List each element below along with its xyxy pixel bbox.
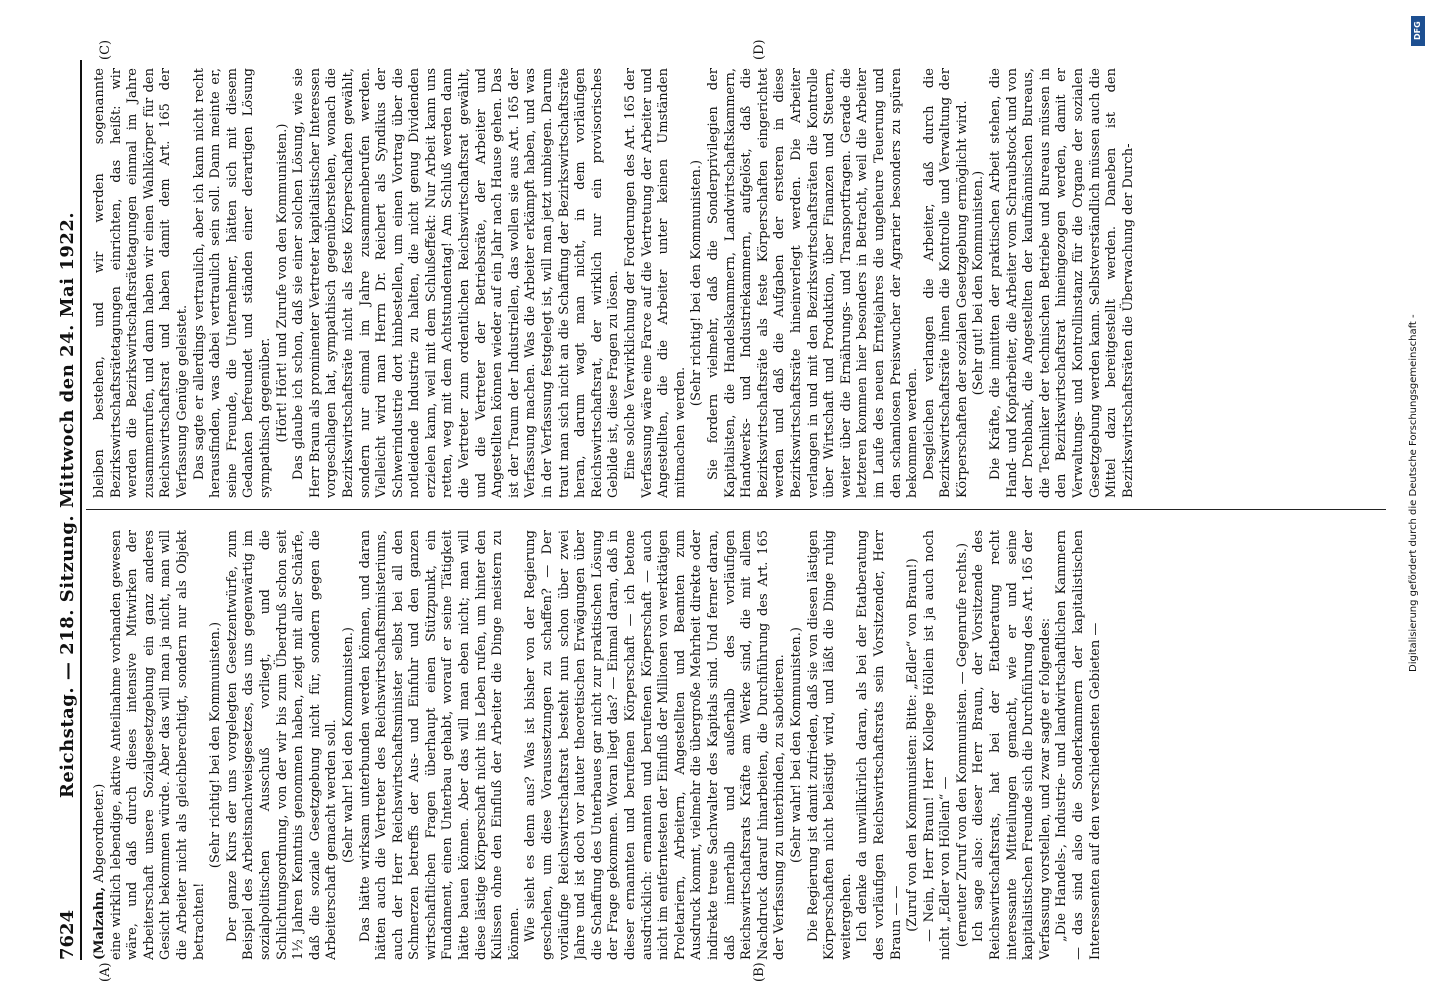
quotation: „Die Handels-, Industrie- und landwirtschaftlichen Kammern — das sind also die Sonderkammern der kapitalistischen Interessenten auf den verschiedensten Gebieten — bbox=[1054, 530, 1103, 960]
interjection: (erneuter Zuruf von den Kommunisten. — Gegenrufe rechts.) bbox=[954, 542, 970, 948]
interjection: (Sehr richtig! bei den Kommunisten.) bbox=[689, 159, 705, 407]
interjection: (Hört! Hört! und Zurufe von den Kommunisten.) bbox=[274, 123, 290, 443]
page-number: 7624 bbox=[57, 909, 78, 960]
funding-strip bbox=[1408, 8, 1428, 992]
speaker-line bbox=[92, 530, 109, 960]
rotated-document-page bbox=[52, 39, 1412, 982]
paragraph: eine wirklich lebendige, aktive Anteilnahme vorhanden gewesen wäre, und daß durch dieses intensive Mitwirken der Arbeiterschaft unsere Sozialgesetzgebung ein ganz anderes Gesicht bekommen würde. Aber das will man ja nicht, man will die Arbeiter nicht als gleichberechtigt, sondern nur als Objekt betrachten! bbox=[108, 530, 207, 960]
margin-letter-b: (B) bbox=[752, 962, 767, 982]
interjection: (Sehr wahr! bei den Kommunisten.) bbox=[340, 627, 356, 863]
funding-note: Digitalisierung gefördert durch die Deutsche Forschungsgemeinschaft - bbox=[1408, 314, 1419, 672]
left-column bbox=[92, 530, 1392, 960]
paragraph: Wie sieht es denn aus? Was ist bisher von der Regierung geschehen, um diese Voraussetzungen zu schaffen? — Der vorläufige Reichswirtschaftsrat besteht nun schon über zwei Jahre und ist doch vor lauter theoretischen Erwägungen über die Schaffung des Unterbaues gar nicht zur praktischen Lösung der Frage gekommen. Woran liegt das? — Einmal daran, daß in dieser ernannten und berufenen Körperschaft — ich betone ausdrücklich: ernannten und berufenen Körperschaft — auch nicht im entferntesten der Einfluß der Millionen von werktätigen Proletariern, Arbeitern, Angestellten und Beamten zum Ausdruck kommt, vielmehr die übergroße Mehrheit direkte oder indirekte treue Sachwalter des Kapitals sind. Und ferner daran, daß innerhalb und außerhalb des vorläufigen Reichswirtschaftsrats Kräfte am Werke sind, die mit allem Nachdruck darauf hinarbeiten, die Durchführung des Art. 165 der Verfassung zu unterbinden, zu sabotieren. bbox=[523, 530, 788, 960]
column-divider bbox=[86, 509, 1386, 510]
margin-letter-c: (C) bbox=[98, 39, 113, 60]
paragraph: — Nein, Herr Braun! Herr Kollege Höllein ist ja auch noch nicht „Edler von Höllein“ — bbox=[921, 530, 954, 960]
interjection: (Sehr richtig! bei den Kommunisten.) bbox=[208, 621, 224, 869]
dfg-logo: DFG bbox=[1411, 16, 1425, 46]
paragraph: Das sagte er allerdings vertraulich, aber ich kann nicht recht herausfinden, was dabei vertraulich sein soll. Dann meinte er, seine Freunde, die Unternehmer, hätten sich mit diesem Gedanken befreundet und ständen einer derartigen Lösung sympathisch gegenüber. bbox=[191, 68, 273, 498]
paragraph: Die Regierung ist damit zufrieden, daß sie von diesen lästigen Körperschaften nicht belästigt wird, und läßt die Dinge ruhig weitergehen. bbox=[805, 530, 854, 960]
right-column bbox=[92, 68, 1392, 498]
paragraph: Das glaube ich schon, daß sie einer solchen Lösung, wie sie Herr Braun als prominenter Vertreter kapitalistischer Interessen vorgeschlagen hat, sympathisch gegenüberstehen, wonach die Bezirkswirtschaftsräte nicht als feste Körperschaften gewählt, sondern nur einmal im Jahre zusammenberufen werden. Vielleicht wird man Herrn Dr. Reichert als Syndikus der Schwerindustrie dort hinbestellen, um einen Vortrag über die notleidende Industrie zu halten, die nicht genug Dividenden erzielen kann, weil mit dem Schlußeffekt: Nur Arbeit kann uns retten, weg mit dem Achtstundentag! Am Schluß werden dann die Vertreter zum ordentlichen Reichswirtschaftsrat gewählt, und die Vertreter der Betriebsräte, der Arbeiter und Angestellten können wieder auf ein Jahr nach Hause gehen. Das ist der Traum der Industriellen, das wollen sie aus Art. 165 der Verfassung machen. Was die Arbeiter erkämpft haben, und was in der Verfassung festgelegt ist, will man jetzt umbiegen. Darum traut man sich nicht an die Schaffung der Bezirkswirtschaftsräte heran, darum wagt man nicht, in dem vorläufigen Reichswirtschaftsrat, der wirklich nur ein provisorisches Gebilde ist, diese Fragen zu lösen. bbox=[291, 68, 622, 498]
paragraph: Desgleichen verlangen die Arbeiter, daß durch die Bezirkswirtschaftsräte ihnen die Kontrolle und Verwaltung der Körperschaften der sozialen Gesetzgebung ermöglicht wird. bbox=[921, 68, 970, 498]
paragraph: Sie fordern vielmehr, daß die Sonderprivilegien der Kapitalisten, die Handelskammern, Landwirtschaftskammern, Handwerks- und Industriekammern, aufgelöst, daß die Bezirkswirtschaftsräte als feste Körperschaften eingerichtet werden und daß die Aufgaben der ersteren in diese Bezirkswirtschaftsräte hineinverlegt werden. Die Arbeiter verlangen in und mit den Bezirkswirtschaftsräten die Kontrolle über Wirtschaft und Produktion, über Finanzen und Steuern, weiter über die Ernährungs- und Transportfragen. Gerade die letzteren kommen hier besonders in Betracht, weil die Arbeiter im Laufe des neuen Erntejahres die ungeheure Teuerung und den schamlosen Preiswucher der Agrarier besonders zu spüren bekommen werden. bbox=[705, 68, 921, 498]
margin-letter-d: (D) bbox=[752, 39, 767, 60]
speaker-name: (Malzahn, bbox=[92, 886, 107, 960]
margin-letter-a: (A) bbox=[98, 962, 113, 982]
paragraph: Das hätte wirksam unterbunden werden können, und daran hätten auch die Vertreter des Reichswirtschaftsministeriums, auch der Herr Reichswirtschaftsminister selbst bei all den Schmerzen betreffs der Aus- und Einfuhr und den ganzen wirtschaftlichen Fragen überhaupt einen Stützpunkt, ein Fundament, einen Unterbau gehabt, worauf er seine Tätigkeit hätte bauen können. Aber das will man eben nicht; man will diese lästige Körperschaft nicht ins Leben rufen, um hinter den Kulissen ohne den Einfluß der Arbeiter die Dinge meistern zu können. bbox=[357, 530, 522, 960]
interjection: (Zuruf von den Kommunisten: Bitte: „Edler“ von Braun!) bbox=[905, 558, 921, 932]
page-header bbox=[52, 60, 82, 960]
interjection: (Sehr wahr! bei den Kommunisten.) bbox=[788, 627, 804, 863]
paragraph: Ich denke da unwillkürlich daran, als bei der Etatberatung des vorläufigen Reichswirtschaftsrats sein Vorsitzender, Herr Braun — — bbox=[855, 530, 904, 960]
running-title: Reichstag. — 218. Sitzung. Mittwoch den 24. Mai 1922. bbox=[57, 211, 78, 799]
speaker-role: Abgeordneter.) bbox=[92, 783, 107, 883]
quotation: bleiben bestehen, und wir werden sogenannte Bezirkswirtschaftsrätetagungen einrichten, das heißt: wir werden die Bezirkswirtschaftsrätetagungen einmal im Jahre zusammenrufen, und dann haben wir einen Wahlkörper für den Reichswirtschaftsrat und haben damit dem Art. 165 der Verfassung Genüge geleistet. bbox=[92, 68, 190, 498]
paragraph: Der ganze Kurs der uns vorgelegten Gesetzentwürfe, zum Beispiel des Arbeitsnachweisgesetzes, das uns gegenwärtig im sozialpolitischen Ausschuß vorliegt, und die Schlichtungsordnung, von der wir bis zum Überdruß schon seit 1½ Jahren Kenntnis genommen haben, zeigt mit aller Schärfe, daß die soziale Gesetzgebung nicht für, sondern gegen die Arbeiterschaft gemacht werden soll. bbox=[224, 530, 340, 960]
paragraph: Die Kräfte, die inmitten der praktischen Arbeit stehen, die Hand- und Kopfarbeiter, die Arbeiter vom Schraubstock und von der Drehbank, die Angestellten der kaufmännischen Bureaus, die Techniker der technischen Betriebe und Bureaus müssen in den Bezirkswirtschaftsrat hineingezogen werden, damit er Verwaltungs- und Kontrollinstanz für die Organe der sozialen Gesetzgebung werden kann. Selbstverständlich müssen auch die Mittel dazu bereitgestellt werden. Daneben ist den Bezirkswirtschaftsräten die Überwachung der Durch- bbox=[988, 68, 1136, 498]
paragraph: Eine solche Verwirklichung der Forderungen des Art. 165 der Verfassung wäre eine Farce auf die Vertretung der Arbeiter und Angestellten, die die Arbeiter unter keinen Umständen mitmachen werden. bbox=[623, 68, 688, 498]
paragraph: Ich sage also: dieser Herr Braun, der Vorsitzende des Reichswirtschaftsrats, hat bei der Etatberatung recht interessante Mitteilungen gemacht, wie er und seine kapitalistischen Freunde sich die Durchführung des Art. 165 der Verfassung vorstellen, und zwar sagte er folgendes: bbox=[971, 530, 1053, 960]
interjection: (Sehr gut! bei den Kommunisten.) bbox=[971, 170, 987, 396]
